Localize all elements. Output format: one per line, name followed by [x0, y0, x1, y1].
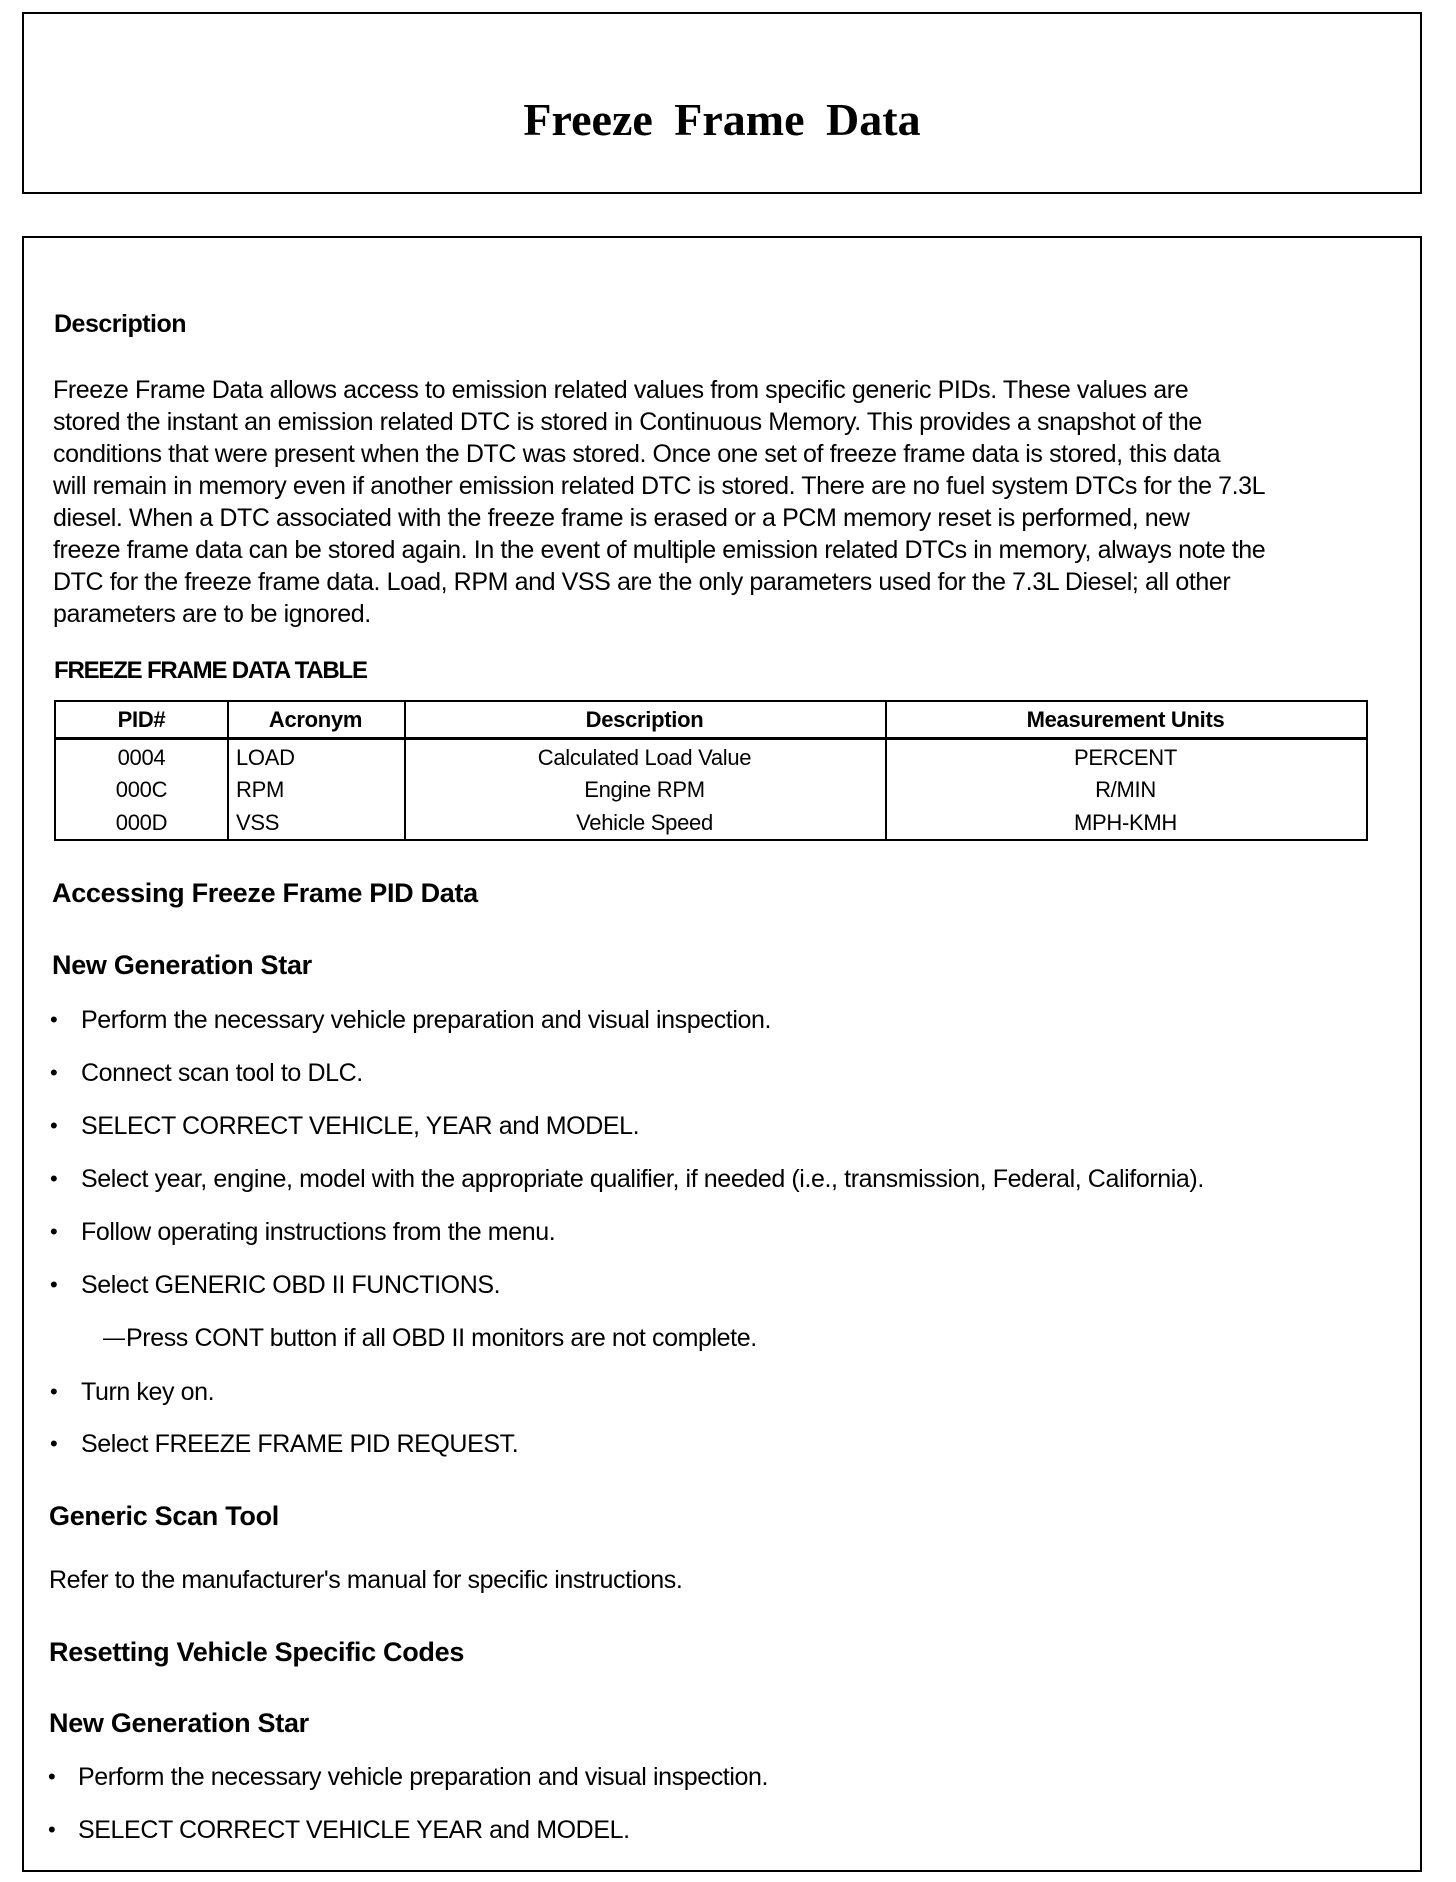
cell-units: R/MIN [1095, 777, 1156, 802]
description-heading: Description [54, 310, 187, 338]
bullet-icon: • [50, 1431, 58, 1456]
bullet-icon: • [50, 1272, 58, 1297]
bullet-icon: • [50, 1060, 58, 1085]
list-item: SELECT CORRECT VEHICLE, YEAR and MODEL. [81, 1112, 640, 1140]
cell-pid: 0004 [117, 745, 166, 770]
cell-description: Vehicle Speed [576, 810, 713, 835]
generic-heading: Generic Scan Tool [49, 1501, 279, 1531]
list-item: Connect scan tool to DLC. [81, 1059, 363, 1087]
dash-icon: — [103, 1325, 125, 1350]
description-line: will remain in memory even if another emission related DTC is stored. There are no fuel system DTCs for the 7.3L [53, 472, 1266, 500]
list-item: Perform the necessary vehicle preparation and visual inspection. [78, 1763, 769, 1791]
title-box [22, 12, 1422, 194]
cell-description: Engine RPM [584, 777, 705, 802]
list-item: Select FREEZE FRAME PID REQUEST. [81, 1430, 519, 1458]
list-subitem: Press CONT button if all OBD II monitors are not complete. [126, 1324, 757, 1352]
bullet-icon: • [50, 1379, 58, 1404]
description-line: freeze frame data can be stored again. In the event of multiple emission related DTCs in memory, always note the [53, 536, 1266, 564]
generic-text: Refer to the manufacturer's manual for specific instructions. [49, 1566, 683, 1594]
cell-acronym: LOAD [236, 745, 295, 770]
description-line: parameters are to be ignored. [53, 600, 371, 628]
list-item: Perform the necessary vehicle preparation and visual inspection. [81, 1006, 772, 1034]
bullet-icon: • [50, 1007, 58, 1032]
description-line: stored the instant an emission related DTC is stored in Continuous Memory. This provides a snapshot of the [53, 408, 1202, 436]
list-item: SELECT CORRECT VEHICLE YEAR and MODEL. [78, 1816, 630, 1844]
bullet-icon: • [50, 1219, 58, 1244]
resetting-subheading: New Generation Star [49, 1708, 309, 1738]
list-item: Turn key on. [81, 1378, 215, 1406]
list-item: Follow operating instructions from the menu. [81, 1218, 556, 1246]
cell-units: MPH-KMH [1073, 810, 1177, 835]
description-line: DTC for the freeze frame data. Load, RPM and VSS are the only parameters used for the 7.3L Diesel; all other [53, 568, 1231, 596]
description-line: diesel. When a DTC associated with the freeze frame is erased or a PCM memory reset is performed, new [53, 504, 1190, 532]
bullet-icon: • [50, 1166, 58, 1191]
header-units: Measurement Units [1026, 707, 1225, 732]
description-line: Freeze Frame Data allows access to emission related values from specific generic PIDs. These values are [53, 376, 1189, 404]
accessing-subheading: New Generation Star [52, 950, 312, 980]
freeze-frame-data-table [54, 700, 1368, 841]
page-title: Freeze Frame Data [523, 94, 921, 145]
bullet-icon: • [48, 1817, 56, 1842]
header-acronym: Acronym [268, 707, 363, 732]
bullet-icon: • [50, 1113, 58, 1138]
cell-description: Calculated Load Value [537, 745, 752, 770]
description-line: conditions that were present when the DTC was stored. Once one set of freeze frame data is stored, this data [53, 440, 1221, 468]
list-item: Select year, engine, model with the appropriate qualifier, if needed (i.e., transmission, Federal, California). [81, 1165, 1204, 1193]
cell-acronym: RPM [236, 777, 284, 802]
table-title: FREEZE FRAME DATA TABLE [54, 657, 367, 684]
list-item: Select GENERIC OBD II FUNCTIONS. [81, 1271, 501, 1299]
header-divider [56, 737, 1366, 740]
cell-pid: 000D [115, 810, 168, 835]
resetting-heading: Resetting Vehicle Specific Codes [49, 1637, 465, 1667]
accessing-heading: Accessing Freeze Frame PID Data [52, 878, 478, 908]
cell-acronym: VSS [236, 810, 280, 835]
header-description: Description [585, 707, 704, 732]
cell-units: PERCENT [1073, 745, 1178, 770]
cell-pid: 000C [115, 777, 168, 802]
header-pid: PID# [117, 707, 166, 732]
bullet-icon: • [48, 1764, 56, 1789]
